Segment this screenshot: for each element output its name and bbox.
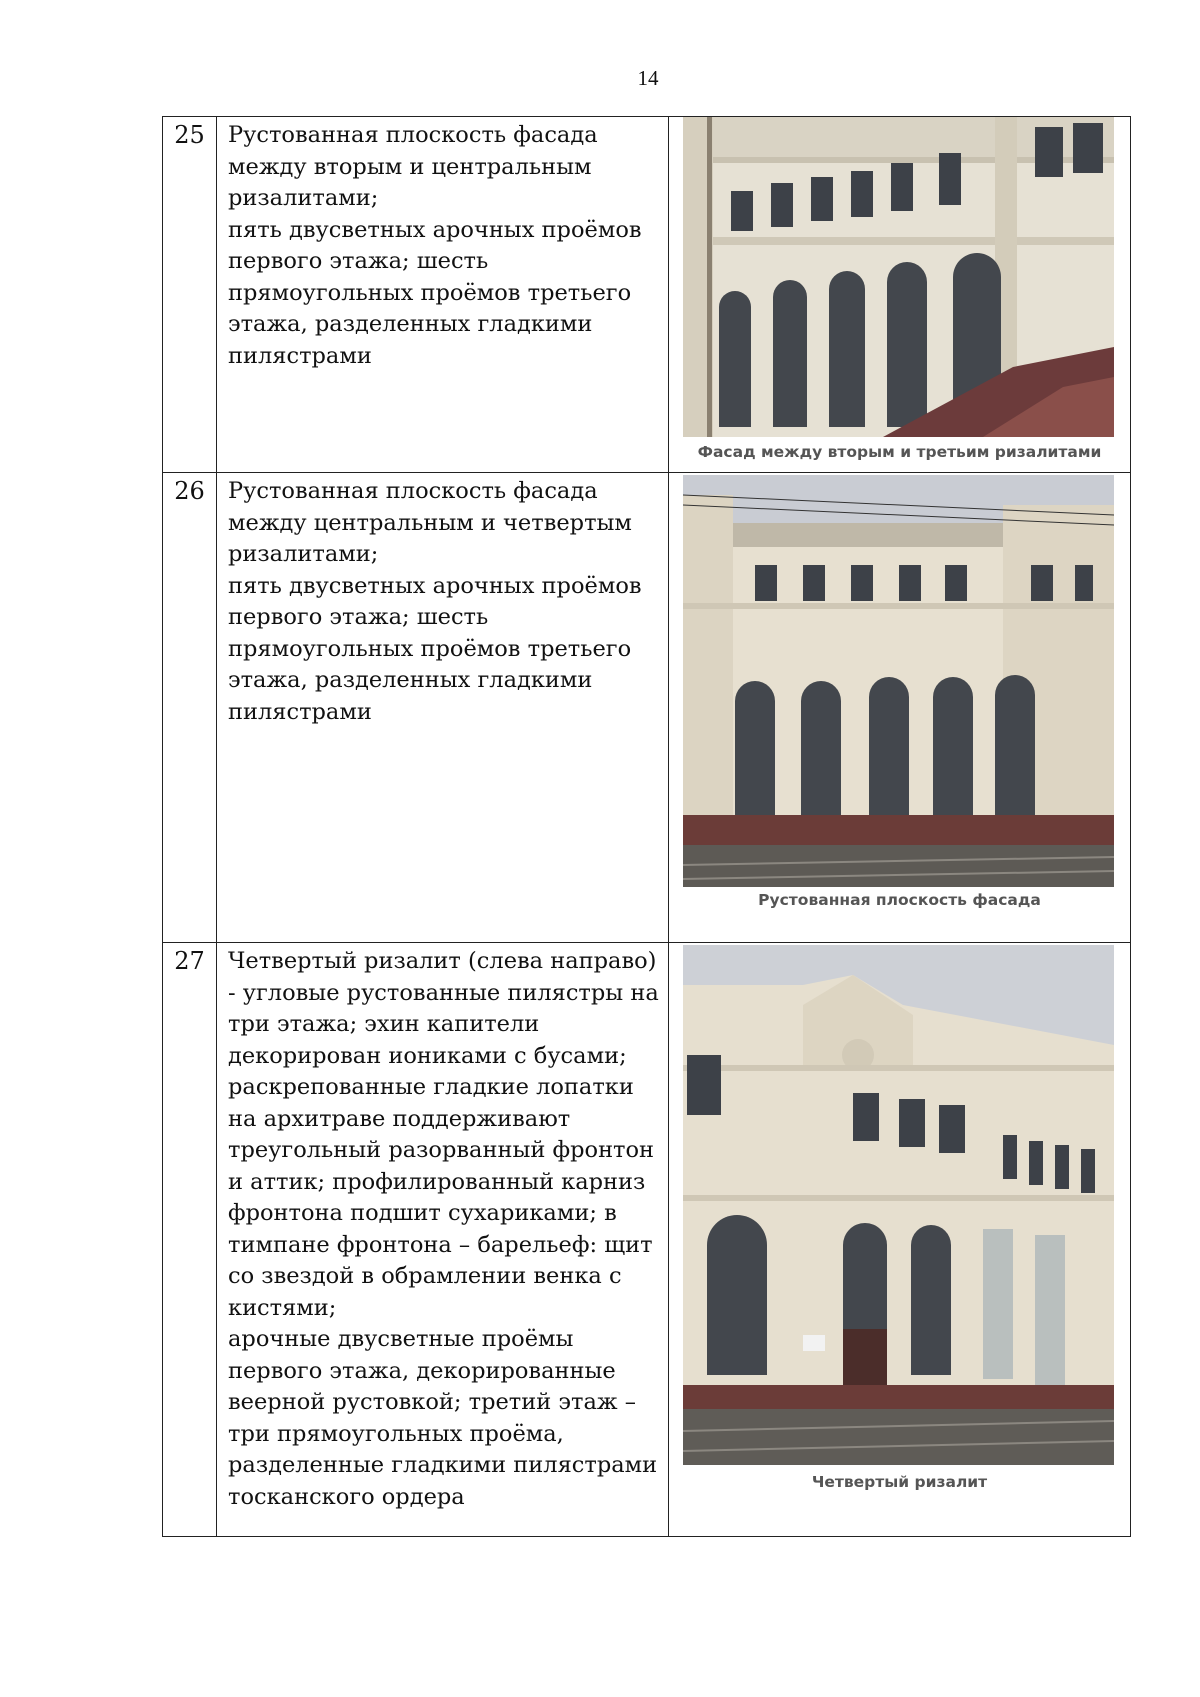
facade-elements-table <box>162 116 1131 1537</box>
description-text: Рустованная плоскость фасада между вторым и центральным ризалитами; пять двусветных арочных проёмов первого этажа; шесть прямоугольных проёмов третьего этажа, разделенных гладкими пилястрами <box>228 122 642 369</box>
row-description <box>217 943 669 1537</box>
photo-caption: Четвертый ризалит <box>811 1473 988 1491</box>
row-number: 27 <box>163 943 217 1537</box>
row-number: 26 <box>163 473 217 943</box>
row-description <box>217 117 669 473</box>
photo-caption: Фасад между вторым и третьим ризалитами <box>697 443 1102 461</box>
facade-photo-3 <box>683 945 1114 1465</box>
table-row-26 <box>163 473 1131 943</box>
photo-cell <box>669 117 1131 473</box>
photo-caption: Рустованная плоскость фасада <box>758 891 1041 909</box>
row-description <box>217 473 669 943</box>
description-text: Четвертый ризалит (слева направо) - угловые рустованные пилястры на три этажа; эхин капители декорирован иониками с бусами; раскрепованные гладкие лопатки на архитраве поддерживают треугольный разорванный фронтон и аттик; профилированный карниз фронтона подшит сухариками; в тимпане фронтона – барельеф: щит со звездой в обрамлении венка с кистями; арочные двусветные проёмы первого этажа, декорированные веерной рустовкой; третий этаж – три прямоугольных проёма, разделенные гладкими пилястрами тосканского ордера <box>228 948 659 1510</box>
photo-cell <box>669 473 1131 943</box>
photo-cell <box>669 943 1131 1537</box>
page-number: 14 <box>637 66 659 90</box>
facade-photo-2 <box>683 475 1114 887</box>
description-text: Рустованная плоскость фасада между центральным и четвертым ризалитами; пять двусветных арочных проёмов первого этажа; шесть прямоугольных проёмов третьего этажа, разделенных гладкими пилястрами <box>228 478 642 725</box>
facade-photo-1 <box>683 117 1114 437</box>
table-row-27 <box>163 943 1131 1537</box>
row-number: 25 <box>163 117 217 473</box>
table-row-25 <box>163 117 1131 473</box>
